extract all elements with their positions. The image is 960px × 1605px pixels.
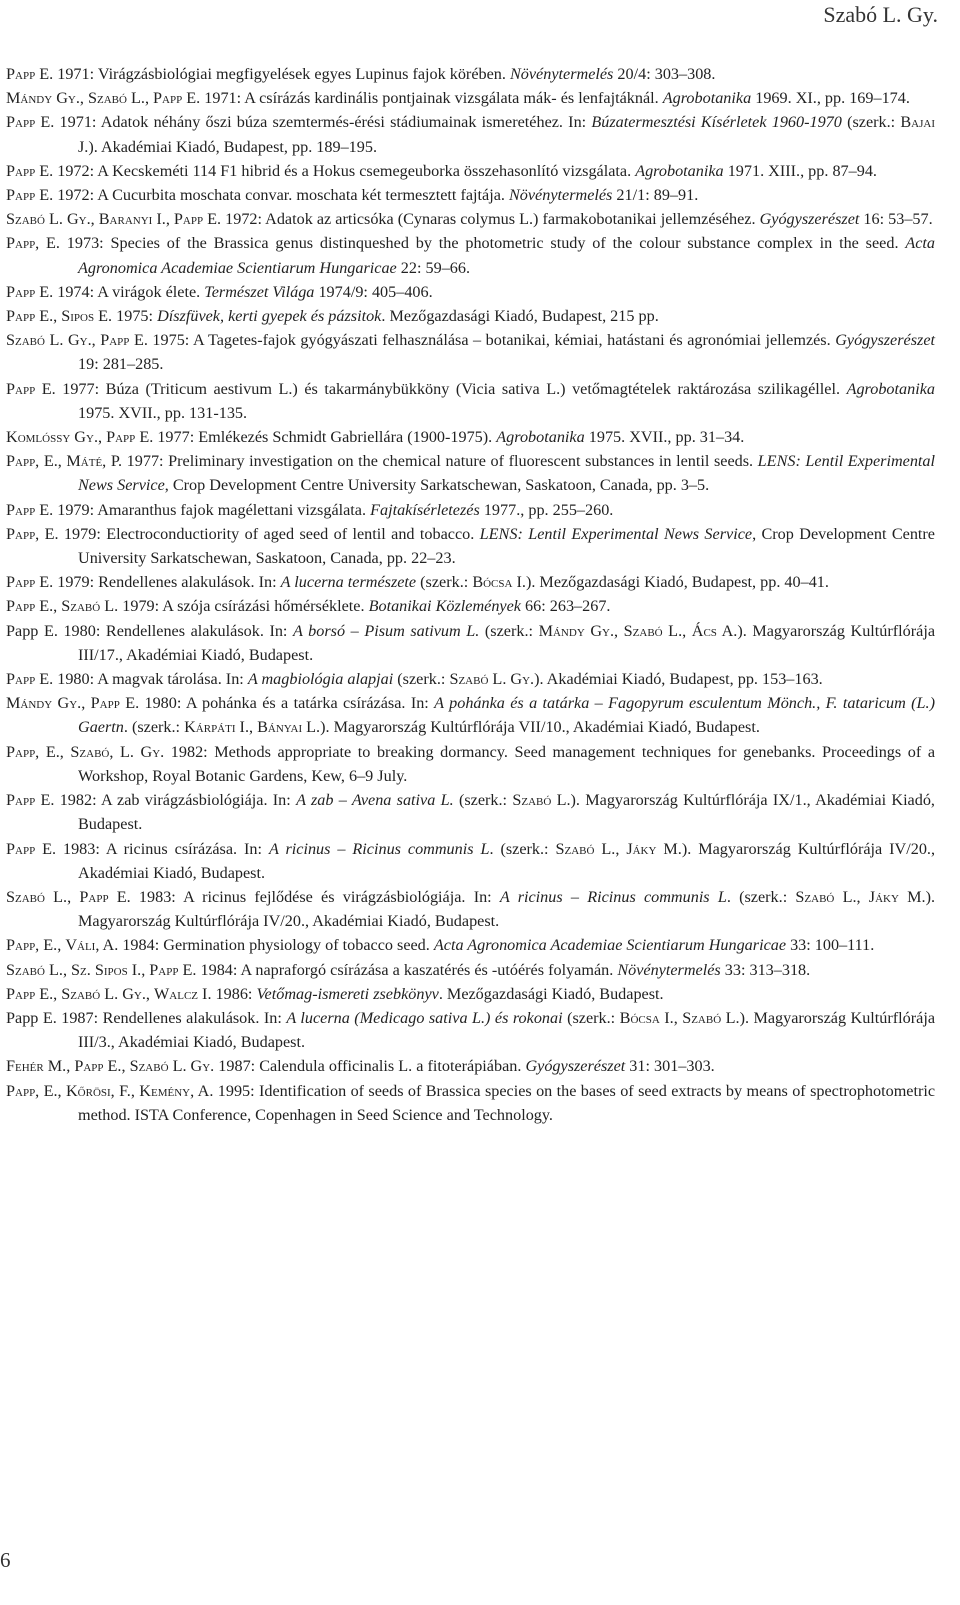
author-name: Bócsa I. <box>619 1008 674 1027</box>
author-name: Komlóssy Gy. <box>6 428 98 447</box>
reference-text: , <box>673 1008 683 1027</box>
author-name: Papp E. <box>106 428 154 447</box>
reference-text: 1977: Búza (Triticum aestivum L.) és takarmánybükköny (Vicia sativa L.) vetőmagtételek raktározása szilikagéllel. <box>55 379 847 398</box>
reference-text: , <box>249 718 258 737</box>
publication-title: A pohánka és a tatárka – Fagopyrum esculentum Mönch., F. tataricum (L.) Gaertn <box>78 694 935 737</box>
reference-text: , <box>856 887 869 906</box>
publication-title: Díszfüvek, kerti gyepek és pázsitok <box>157 307 382 326</box>
reference-text: , <box>145 984 155 1003</box>
reference-text: ). Magyarország Kultúrflórája III/3., Akadémiai Kiadó, Budapest. <box>78 1008 936 1052</box>
reference-text: (szerk.: <box>562 1008 620 1027</box>
publication-title: A zab – Avena sativa L. <box>296 791 454 810</box>
author-name: Papp E. <box>6 573 54 592</box>
author-name: Szabó, L. Gy. <box>70 742 165 761</box>
author-name: Papp E. <box>153 89 201 108</box>
publication-title: LENS: Lentil Experimental News Service <box>479 524 753 543</box>
reference-text: 1980: A magvak tárolása. In: <box>53 670 248 689</box>
author-name: Szabó L. <box>6 960 63 979</box>
reference-text: 1975. XVII., pp. 131-135. <box>78 403 248 422</box>
reference-entry <box>6 740 935 788</box>
publication-title: A magbiológia alapjai <box>247 670 394 689</box>
author-name: Papp E. <box>6 500 54 519</box>
reference-entry <box>6 328 935 376</box>
reference-text: , <box>79 89 88 108</box>
author-name: Szabó L. <box>623 621 683 640</box>
reference-text: 1982: Methods appropriate to breaking dormancy. Seed management techniques for genebanks. Proceedings of a Workshop, Royal Botanic Gardens, Kew, 6–9 July. <box>78 742 936 785</box>
reference-entry <box>6 86 935 110</box>
publication-title: Agrobotanika <box>496 428 585 447</box>
publication-title: Acta Agronomica Academiae Scientiarum Hungaricae <box>433 936 787 955</box>
publication-title: Gyógyszerészet <box>835 331 935 350</box>
author-name: Jáky M. <box>626 839 682 858</box>
reference-text: 16: 53–57. <box>859 210 933 229</box>
reference-text: 1974: A virágok élete. <box>53 282 205 301</box>
author-name: Ács A. <box>691 621 738 640</box>
reference-text: 1987: Calendula officinalis L. a fitoterápiában. <box>214 1057 526 1076</box>
author-name: Szabó L. Gy. <box>61 984 146 1003</box>
reference-text: , <box>62 960 72 979</box>
author-name: Papp E. <box>149 960 197 979</box>
author-name: Papp E. <box>6 307 54 326</box>
publication-title: Agrobotanika <box>662 89 752 108</box>
author-name: Papp E. <box>6 65 54 83</box>
author-name: Baranyi I. <box>98 210 166 229</box>
publication-title: Vetőmag-ismereti zsebkönyv <box>256 984 439 1003</box>
reference-text: Papp E. 1980: Rendellenes alakulások. In: <box>6 621 294 640</box>
publication-title: Fajtakísérletezés <box>370 500 480 519</box>
reference-text: 1979: Rendellenes alakulások. In: <box>53 573 281 592</box>
reference-text: , Crop Development Centre University Sarkatschewan, Saskatoon, Canada, pp. 22–23. <box>78 524 935 568</box>
publication-title: Búzatermesztési Kísérletek 1960-1970 <box>591 113 842 132</box>
publication-title: Acta Agronomica Academiae Scientiarum Hungaricae <box>78 234 935 277</box>
reference-entry <box>6 304 935 328</box>
reference-text: 66: 263–267. <box>520 597 611 616</box>
author-name: Papp, E. <box>6 936 58 955</box>
reference-text: 1975: A Tagetes-fajok gyógyászati felhasználása – botanikai, kémiai, hatástani és agronómiai jellemzés. <box>147 331 836 350</box>
reference-entry <box>6 425 935 449</box>
publication-title: Gyógyszerészet <box>525 1057 626 1076</box>
reference-text: 1979: Amaranthus fajok magélettani vizsgálata. <box>53 500 371 519</box>
author-name: Szabó L. Gy. <box>449 670 535 689</box>
author-name: Szabó L. Gy. <box>129 1057 215 1076</box>
reference-text: , <box>682 621 692 640</box>
reference-text: , <box>141 960 150 979</box>
reference-entry <box>6 1006 935 1054</box>
reference-entry <box>6 231 935 279</box>
reference-text: 1975. XVII., pp. 31–34. <box>584 428 745 447</box>
reference-text: ). Magyarország Kultúrflórája IV/20., Akadémiai Kiadó, Budapest. <box>78 887 936 931</box>
reference-list <box>6 62 935 1127</box>
reference-text: , <box>91 331 101 350</box>
reference-text: , <box>67 887 80 906</box>
reference-text: 1979: A szója csírázási hőmérséklete. <box>118 597 369 616</box>
page-number: 6 <box>0 1548 11 1572</box>
reference-text: 1972: A Cucurbita moschata convar. moschata két termesztett fajtája. <box>53 186 509 205</box>
reference-text: 33: 313–318. <box>720 960 811 979</box>
reference-text: 1977: Emlékezés Schmidt Gabriellára (1900-1975). <box>153 428 497 447</box>
reference-text: , <box>81 694 91 713</box>
reference-text: Papp E. 1987: Rendellenes alakulások. In: <box>6 1008 287 1027</box>
reference-text: 1975: <box>112 307 158 326</box>
author-name: Szabó L. <box>682 1008 740 1027</box>
reference-text: 1973: Species of the Brassica genus distinqueshed by the photometric study of the colour substance complex in the seed. <box>59 234 906 253</box>
reference-text: 1969. XI., pp. 169–174. <box>751 89 910 108</box>
reference-text: . Mezőgazdasági Kiadó, Budapest, 215 pp. <box>381 307 659 326</box>
publication-title: Botanikai Közlemények <box>368 597 521 616</box>
reference-text: 1972: A Kecskeméti 114 F1 hibrid és a Hokus csemegeuborka összehasonlító vizsgálata. <box>53 161 636 180</box>
author-name: Papp E. <box>6 186 54 205</box>
author-name: Szabó L. <box>6 887 68 906</box>
reference-text: 1971: Virágzásbiológiai megfigyelések egyes Lupinus fajok körében. <box>53 65 510 83</box>
reference-text: ). Magyarország Kultúrflórája III/17., Akadémiai Kiadó, Budapest. <box>78 621 936 664</box>
reference-text: 1995: Identification of seeds of Brassica species on the bases of seed extracts by means of spectrophotometric method. ISTA Conference, Copenhagen in Seed Science and Technology. <box>78 1081 936 1124</box>
reference-text: , <box>144 89 154 108</box>
reference-text: (szerk.: <box>453 791 513 810</box>
reference-entry <box>6 449 935 497</box>
publication-title: Agrobotanika <box>846 379 935 398</box>
reference-text: 33: 100–111. <box>786 936 875 955</box>
author-name: Papp, E. <box>6 524 59 543</box>
reference-text: , <box>57 452 67 471</box>
author-name: Szabó L. <box>512 791 571 810</box>
publication-title: A lucerna (Medicago sativa L.) és rokonai <box>286 1008 563 1027</box>
author-name: Mándy Gy. <box>6 89 80 108</box>
publication-title: A borsó – Pisum sativum L. <box>293 621 480 640</box>
running-head: Szabó L. Gy. <box>823 2 938 27</box>
publication-title: A ricinus – Ricinus communis L <box>268 839 490 858</box>
reference-entry <box>6 885 935 933</box>
reference-entry <box>6 522 935 570</box>
author-name: Kárpáti I. <box>184 718 249 737</box>
reference-text: , <box>57 936 66 955</box>
reference-text: , <box>121 1057 130 1076</box>
author-name: Sipos E. <box>61 307 113 326</box>
reference-entry <box>6 933 935 957</box>
author-name: Máté, P. <box>66 452 123 471</box>
publication-title: Természet Világa <box>204 282 315 301</box>
reference-text: , <box>53 597 62 616</box>
reference-text: , <box>98 428 107 447</box>
reference-text: 1971. XIII., pp. 87–94. <box>723 161 877 180</box>
author-name: Jáky M. <box>868 887 926 906</box>
reference-text: (szerk.: <box>841 113 901 132</box>
reference-entry <box>6 958 935 982</box>
author-name: Bócsa I. <box>472 573 526 592</box>
reference-text: 1982: A zab virágzásbiológiája. In: <box>54 791 297 810</box>
reference-entry <box>6 280 935 304</box>
author-name: Papp E. <box>6 379 56 398</box>
reference-entry <box>6 377 935 425</box>
publication-title: LENS: Lentil Experimental News Service <box>78 452 936 495</box>
author-name: Papp E. <box>6 597 54 616</box>
reference-text: , <box>53 984 62 1003</box>
reference-entry <box>6 62 935 86</box>
reference-text: 1974/9: 405–406. <box>314 282 433 301</box>
reference-text: , Crop Development Centre University Sarkatschewan, Saskatoon, Canada, pp. 3–5. <box>164 476 710 495</box>
author-name: Papp E. <box>6 282 54 301</box>
reference-text: 1977., pp. 255–260. <box>479 500 614 519</box>
author-name: Walcz I. <box>154 984 212 1003</box>
reference-text: 31: 301–303. <box>625 1057 715 1076</box>
reference-entry <box>6 183 935 207</box>
reference-text: 1983: A ricinus csírázása. In: <box>56 839 269 858</box>
reference-text: 22: 59–66. <box>396 258 471 277</box>
author-name: Fehér M. <box>6 1057 67 1076</box>
publication-title: Növénytermelés <box>617 960 721 979</box>
author-name: Váli, A. <box>65 936 119 955</box>
author-name: Szabó L. <box>61 597 119 616</box>
publication-title: Gyógyszerészet <box>759 210 860 229</box>
reference-text: . (szerk.: <box>726 887 796 906</box>
author-name: Papp E. <box>100 331 148 350</box>
author-name: Szabó L. <box>555 839 616 858</box>
author-name: Sz. Sipos I. <box>71 960 142 979</box>
author-name: Papp E. <box>90 694 140 713</box>
reference-text: (szerk.: <box>479 621 539 640</box>
reference-text: 1971: Adatok néhány őszi búza szemtermés-érési stádiumainak ismeretéhez. In: <box>54 113 592 132</box>
reference-text: 20/4: 303–308. <box>613 65 716 83</box>
reference-entry <box>6 1079 935 1127</box>
reference-entry <box>6 837 935 885</box>
author-name: Papp, E. <box>6 234 60 253</box>
reference-text: 19: 281–285. <box>78 355 164 374</box>
publication-title: A ricinus – Ricinus communis L <box>499 887 727 906</box>
reference-text: (szerk.: <box>393 670 450 689</box>
author-name: Szabó L. <box>795 887 857 906</box>
reference-text: ). Akadémiai Kiadó, Budapest, pp. 189–195. <box>88 137 377 156</box>
author-name: Szabó L. Gy. <box>6 331 92 350</box>
author-name: Papp E. <box>173 210 222 229</box>
reference-text: ). Magyarország Kultúrflórája VII/10., Akadémiai Kiadó, Budapest. <box>320 718 760 737</box>
reference-entry <box>6 594 935 618</box>
author-name: Kőrösi, F. <box>65 1081 131 1100</box>
reference-entry <box>6 110 935 158</box>
reference-text: , <box>53 307 62 326</box>
reference-entry <box>6 691 935 739</box>
reference-entry <box>6 619 935 667</box>
reference-text: ). Mezőgazdasági Kiadó, Budapest, pp. 40–41. <box>525 573 829 592</box>
reference-text: , <box>165 210 174 229</box>
reference-entry <box>6 159 935 183</box>
publication-title: Növénytermelés <box>508 186 613 205</box>
author-name: Papp E. <box>79 887 131 906</box>
reference-entry <box>6 207 935 231</box>
reference-text: , <box>615 839 627 858</box>
author-name: Kemény, A. <box>139 1081 214 1100</box>
reference-text: , <box>57 1081 66 1100</box>
author-name: Bányai L. <box>257 718 321 737</box>
reference-entry <box>6 1054 935 1078</box>
author-name: Mándy Gy. <box>6 694 82 713</box>
reference-text: , <box>90 210 99 229</box>
author-name: Szabó L. <box>88 89 145 108</box>
reference-text: 1984: Germination physiology of tobacco seed. <box>118 936 434 955</box>
reference-text: (szerk.: <box>416 573 473 592</box>
reference-text: , <box>614 621 624 640</box>
reference-text: 1986: <box>211 984 257 1003</box>
reference-text: 21/1: 89–91. <box>612 186 699 205</box>
reference-entry <box>6 982 935 1006</box>
author-name: Papp E. <box>6 670 54 689</box>
reference-entry <box>6 788 935 836</box>
author-name: Bajai J. <box>78 113 936 156</box>
reference-entry <box>6 570 935 594</box>
reference-text: , <box>130 1081 140 1100</box>
reference-text: ). Magyarország Kultúrflórája IX/1., Akadémiai Kiadó, Budapest. <box>78 791 935 834</box>
author-name: Papp, E. <box>6 1081 58 1100</box>
reference-text: 1979: Electroconductiority of aged seed of lentil and tobacco. <box>58 524 480 543</box>
author-name: Papp, E. <box>6 742 60 761</box>
reference-text: . (szerk.: <box>123 718 185 737</box>
reference-entry <box>6 498 935 522</box>
author-name: Papp E. <box>6 984 54 1003</box>
reference-text: 1984: A napraforgó csírázása a kaszatérés és -utóérés folyamán. <box>196 960 618 979</box>
author-name: Szabó L. Gy. <box>6 210 91 229</box>
reference-text: 1980: A pohánka és a tatárka csírázása. In: <box>139 694 435 713</box>
author-name: Papp E. <box>6 161 54 180</box>
publication-title: Agrobotanika <box>635 161 724 180</box>
reference-text: 1971: A csírázás kardinális pontjainak vizsgálata mák- és lenfajtáknál. <box>200 89 663 108</box>
author-name: Papp E. <box>6 839 57 858</box>
author-name: Papp E. <box>6 113 55 132</box>
publication-title: Növénytermelés <box>509 65 614 83</box>
reference-text: 1983: A ricinus fejlődése és virágzásbiológiája. In: <box>130 887 500 906</box>
reference-text: . Mezőgazdasági Kiadó, Budapest. <box>438 984 664 1003</box>
publication-title: A lucerna természete <box>280 573 417 592</box>
reference-text: ). Akadémiai Kiadó, Budapest, pp. 153–163. <box>534 670 823 689</box>
reference-entry <box>6 667 935 691</box>
author-name: Papp, E. <box>6 452 58 471</box>
reference-text: . (szerk.: <box>489 839 556 858</box>
author-name: Papp E. <box>74 1057 122 1076</box>
reference-text: 1972: Adatok az articsóka (Cynaras colymus L.) farmakobotanikai jellemzéséhez. <box>221 210 760 229</box>
reference-text: ). Magyarország Kultúrflórája IV/20., Akadémiai Kiadó, Budapest. <box>78 839 936 882</box>
reference-text: , <box>66 1057 75 1076</box>
reference-text: , <box>59 742 71 761</box>
author-name: Papp E. <box>6 791 55 810</box>
reference-text: 1977: Preliminary investigation on the chemical nature of fluorescent substances in lentil seeds. <box>122 452 758 471</box>
author-name: Mándy Gy. <box>538 621 615 640</box>
